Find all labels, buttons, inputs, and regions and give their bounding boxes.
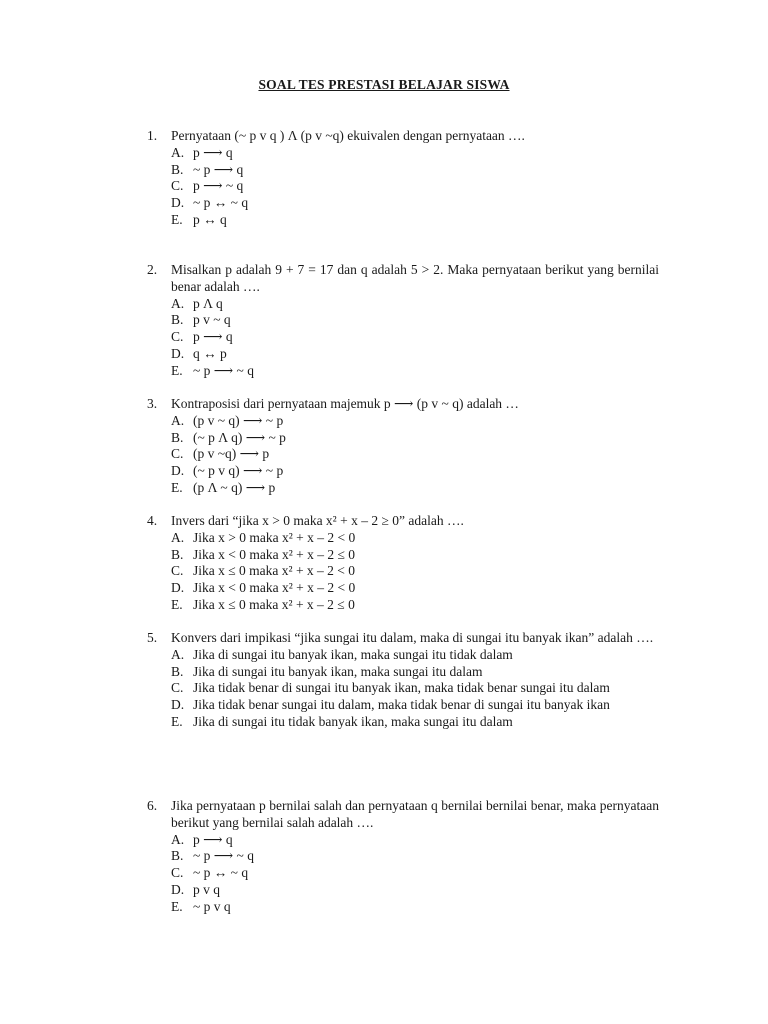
option-c [171,563,659,580]
option-letter: E. [171,713,183,729]
option-letter: B. [171,546,184,562]
option-text: (p v ~ q) ⟶ ~ p [193,412,284,428]
option-letter: E. [171,211,183,227]
option-text: ~ p ↔ ~ q [193,195,249,211]
option-letter: C. [171,446,184,462]
option-b [171,848,659,865]
option-letter: D. [171,881,185,897]
option-list [147,145,659,229]
option-text: q ↔ p [193,345,227,361]
option-letter: D. [171,463,185,479]
option-text: (p Λ ~ q) ⟶ p [193,479,276,495]
option-text: p ⟶ q [193,144,233,160]
option-letter: E. [171,898,183,914]
question-text: Invers dari “jika x > 0 maka x² + x – 2 ≥ 0” adalah …. [171,513,464,528]
question-number: 4. [147,513,158,528]
option-text: ~ p v q [193,898,231,914]
option-e [171,212,659,229]
question-5 [147,630,659,731]
option-letter: D. [171,195,185,211]
option-text: Jika x ≤ 0 maka x² + x – 2 < 0 [193,563,356,579]
option-c [171,680,659,697]
option-text: p ⟶ ~ q [193,178,244,194]
question-number: 1. [147,128,158,143]
option-letter: D. [171,580,185,596]
option-letter: C. [171,680,184,696]
option-letter: C. [171,329,184,345]
option-d [171,195,659,212]
option-letter: B. [171,312,184,328]
option-text: (~ p Λ q) ⟶ ~ p [193,429,286,445]
option-text: Jika di sungai itu banyak ikan, maka sungai itu tidak dalam [193,646,513,662]
option-text: Jika x > 0 maka x² + x – 2 < 0 [193,529,356,545]
option-list [147,413,659,497]
option-letter: B. [171,663,184,679]
option-list [147,647,659,731]
option-c [171,329,659,346]
option-text: ~ p ⟶ q [193,161,244,177]
option-a [171,145,659,162]
question-text: Jika pernyataan p bernilai salah dan pernyataan q bernilai bernilai benar, maka pernyataan berikut yang bernilai salah adalah …. [171,798,659,830]
option-e [171,480,659,497]
option-text: p ⟶ q [193,329,233,345]
option-b [171,664,659,681]
option-a [171,647,659,664]
option-text: Jika tidak benar sungai itu dalam, maka tidak benar di sungai itu banyak ikan [193,697,610,713]
option-d [171,697,659,714]
option-text: ~ p ⟶ ~ q [193,848,254,864]
option-letter: A. [171,646,185,662]
question-text: Misalkan p adalah 9 + 7 = 17 dan q adalah 5 > 2. Maka pernyataan berikut yang bernilai benar adalah …. [171,262,659,294]
option-letter: E. [171,362,183,378]
option-list [147,832,659,916]
option-letter: E. [171,596,183,612]
option-letter: D. [171,697,185,713]
option-c [171,865,659,882]
option-c [171,178,659,195]
option-letter: A. [171,295,185,311]
option-b [171,547,659,564]
option-text: Jika x ≤ 0 maka x² + x – 2 ≤ 0 [193,596,355,612]
option-letter: B. [171,429,184,445]
option-text: Jika di sungai itu banyak ikan, maka sungai itu dalam [193,663,483,679]
question-4 [147,513,659,614]
question-text: Kontraposisi dari pernyataan majemuk p ⟶ (p v ~ q) adalah … [171,396,519,411]
question-number: 5. [147,630,158,645]
option-text: Jika x < 0 maka x² + x – 2 < 0 [193,580,356,596]
question-number: 3. [147,396,158,411]
option-b [171,312,659,329]
option-letter: E. [171,479,183,495]
option-e [171,899,659,916]
option-text: p Λ q [193,295,223,311]
question-6 [147,798,659,916]
option-a [171,530,659,547]
option-letter: A. [171,144,185,160]
option-d [171,346,659,363]
question-2 [147,262,659,380]
option-letter: A. [171,529,185,545]
option-text: ~ p ↔ ~ q [193,865,249,881]
question-text: Pernyataan (~ p v q ) Λ (p v ~q) ekuivalen dengan pernyataan …. [171,128,525,143]
option-text: p ↔ q [193,211,227,227]
option-letter: C. [171,563,184,579]
option-letter: B. [171,848,184,864]
option-b [171,430,659,447]
option-letter: C. [171,178,184,194]
option-text: p v ~ q [193,312,231,328]
page-title: SOAL TES PRESTASI BELAJAR SISWA [258,77,510,92]
option-d [171,463,659,480]
option-text: p ⟶ q [193,831,233,847]
option-letter: B. [171,161,184,177]
option-d [171,580,659,597]
question-3 [147,396,659,497]
option-e [171,363,659,380]
option-text: p v q [193,881,220,897]
option-a [171,413,659,430]
option-list [147,530,659,614]
option-letter: A. [171,831,185,847]
option-e [171,714,659,731]
option-letter: D. [171,345,185,361]
option-letter: A. [171,412,185,428]
question-number: 2. [147,262,158,277]
option-text: (p v ~q) ⟶ p [193,446,270,462]
question-number: 6. [147,798,158,813]
option-a [171,832,659,849]
option-a [171,296,659,313]
option-text: Jika tidak benar di sungai itu banyak ikan, maka tidak benar sungai itu dalam [193,680,610,696]
option-list [147,296,659,380]
question-text: Konvers dari impikasi “jika sungai itu dalam, maka di sungai itu banyak ikan” adalah …. [171,630,654,645]
option-d [171,882,659,899]
option-letter: C. [171,865,184,881]
option-text: (~ p v q) ⟶ ~ p [193,463,284,479]
option-text: Jika x < 0 maka x² + x – 2 ≤ 0 [193,546,356,562]
question-1 [147,128,659,229]
option-c [171,446,659,463]
option-text: Jika di sungai itu tidak banyak ikan, maka sungai itu dalam [193,713,513,729]
option-b [171,162,659,179]
option-text: ~ p ⟶ ~ q [193,362,254,378]
option-e [171,597,659,614]
